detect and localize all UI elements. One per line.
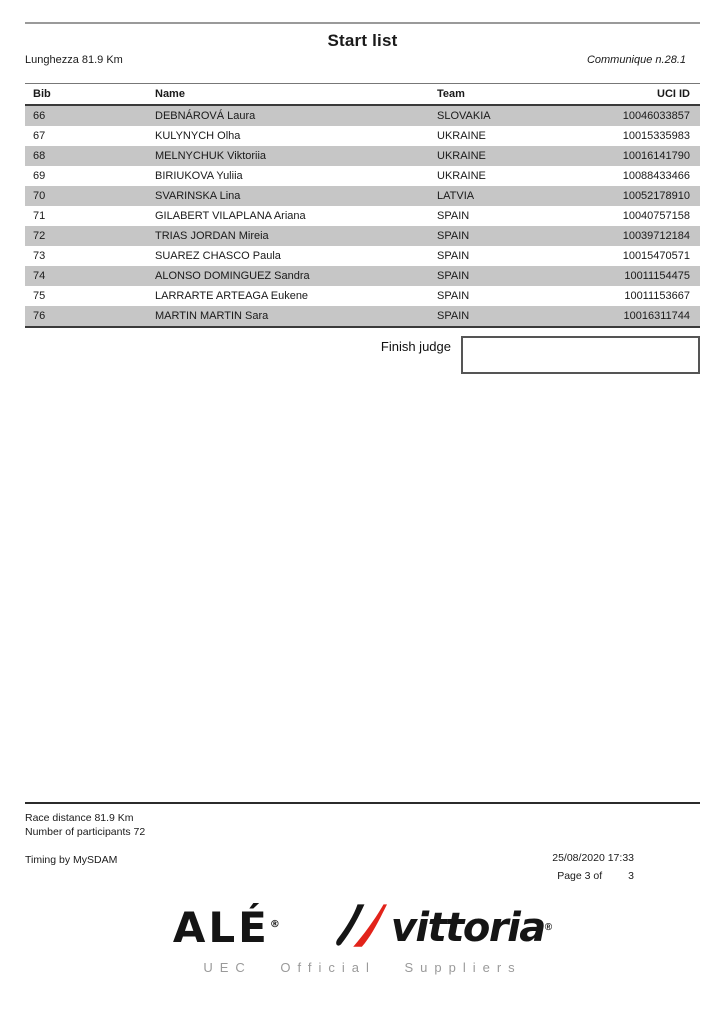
- bib-cell: 66: [33, 110, 46, 122]
- start-list-table: [25, 83, 700, 328]
- top-divider: [25, 22, 700, 24]
- table-row: [25, 266, 700, 286]
- team-cell: SPAIN: [437, 310, 470, 322]
- communique-label: Communique n.28.1: [586, 54, 686, 66]
- uci-id-cell: 10015470571: [622, 250, 690, 262]
- team-cell: UKRAINE: [437, 170, 486, 182]
- team-cell: SPAIN: [437, 230, 470, 242]
- page-title: Start list: [327, 31, 398, 50]
- bib-cell: 75: [33, 290, 46, 302]
- name-cell: MELNYCHUK Viktoriia: [155, 150, 267, 162]
- footer-meta-right: [552, 852, 634, 882]
- page-label: Page 3 of: [557, 870, 603, 882]
- table-row: [25, 146, 700, 166]
- footer-divider: [25, 802, 700, 804]
- ale-registered-mark: ®: [269, 919, 280, 930]
- ale-logo-text: ALÉ: [172, 903, 270, 952]
- column-header-team: Team: [437, 84, 587, 106]
- column-header-bib: Bib: [25, 84, 155, 106]
- bib-cell: 71: [33, 210, 46, 222]
- finish-judge-section: [25, 336, 700, 374]
- timing-label: Timing by MySDAM: [25, 854, 118, 866]
- name-cell: SUAREZ CHASCO Paula: [155, 250, 281, 262]
- vittoria-logo: [335, 901, 552, 955]
- team-cell: SPAIN: [437, 290, 470, 302]
- subtitle-row: [25, 54, 700, 66]
- page-footer: [25, 802, 700, 975]
- page-total: 3: [628, 870, 634, 882]
- name-cell: KULYNYCH Olha: [155, 130, 241, 142]
- bib-cell: 72: [33, 230, 46, 242]
- team-cell: SPAIN: [437, 270, 470, 282]
- uci-id-cell: 10039712184: [622, 230, 690, 242]
- team-cell: LATVIA: [437, 190, 475, 202]
- vittoria-logo-text: vittoria: [390, 905, 545, 951]
- uci-id-cell: 10011154475: [624, 270, 690, 282]
- bib-cell: 74: [33, 270, 46, 282]
- name-cell: ALONSO DOMINGUEZ Sandra: [155, 270, 310, 282]
- bib-cell: 69: [33, 170, 46, 182]
- vittoria-registered-mark: ®: [544, 922, 553, 933]
- column-header-name: Name: [155, 84, 437, 106]
- datetime-label: 25/08/2020 17:33: [552, 852, 634, 864]
- bib-cell: 70: [33, 190, 46, 202]
- team-cell: SPAIN: [437, 210, 470, 222]
- footer-stats: [25, 811, 700, 839]
- name-cell: SVARINSKA Lina: [155, 190, 241, 202]
- table-row: [25, 166, 700, 186]
- race-length-label: Lunghezza 81.9 Km: [25, 54, 123, 66]
- table-row: [25, 126, 700, 146]
- team-cell: UKRAINE: [437, 150, 486, 162]
- finish-judge-signature-box: [461, 336, 700, 374]
- footer-meta: [25, 854, 700, 888]
- table-row: [25, 286, 700, 306]
- race-distance-label: Race distance 81.9 Km: [25, 812, 134, 824]
- table-row: [25, 246, 700, 266]
- column-header-uci-id: UCI ID: [587, 84, 700, 106]
- table-row: [25, 306, 700, 327]
- team-cell: UKRAINE: [437, 130, 486, 142]
- page-number: [552, 870, 634, 882]
- finish-judge-label: Finish judge: [380, 339, 451, 354]
- uci-id-cell: 10016311744: [623, 310, 690, 322]
- bib-cell: 73: [33, 250, 46, 262]
- bib-cell: 76: [33, 310, 46, 322]
- uci-id-cell: 10046033857: [622, 110, 690, 122]
- table-header: [25, 84, 700, 106]
- team-cell: SPAIN: [437, 250, 470, 262]
- name-cell: MARTIN MARTIN Sara: [155, 310, 269, 322]
- uec-official-suppliers-label: UEC Official Suppliers: [203, 960, 522, 975]
- bib-cell: 68: [33, 150, 46, 162]
- uci-id-cell: 10011153667: [624, 290, 690, 302]
- uci-id-cell: 10052178910: [622, 190, 690, 202]
- name-cell: LARRARTE ARTEAGA Eukene: [155, 290, 309, 302]
- sponsor-logos: [25, 902, 700, 954]
- uci-id-cell: 10040757158: [622, 210, 690, 222]
- team-cell: SLOVAKIA: [437, 110, 491, 122]
- participants-label: Number of participants 72: [25, 826, 146, 838]
- name-cell: BIRIUKOVA Yuliia: [155, 170, 243, 182]
- table-row: [25, 186, 700, 206]
- ale-logo: [172, 903, 280, 952]
- table-row: [25, 226, 700, 246]
- name-cell: TRIAS JORDAN Mireia: [155, 230, 269, 242]
- uci-id-cell: 10015335983: [622, 130, 690, 142]
- vittoria-v-swoosh-icon: [335, 901, 387, 955]
- table-row: [25, 105, 700, 126]
- name-cell: GILABERT VILAPLANA Ariana: [155, 210, 306, 222]
- bib-cell: 67: [33, 130, 46, 142]
- table-row: [25, 206, 700, 226]
- name-cell: DEBNÁROVÁ Laura: [155, 110, 256, 122]
- uci-id-cell: 10088433466: [622, 170, 690, 182]
- uci-id-cell: 10016141790: [622, 150, 690, 162]
